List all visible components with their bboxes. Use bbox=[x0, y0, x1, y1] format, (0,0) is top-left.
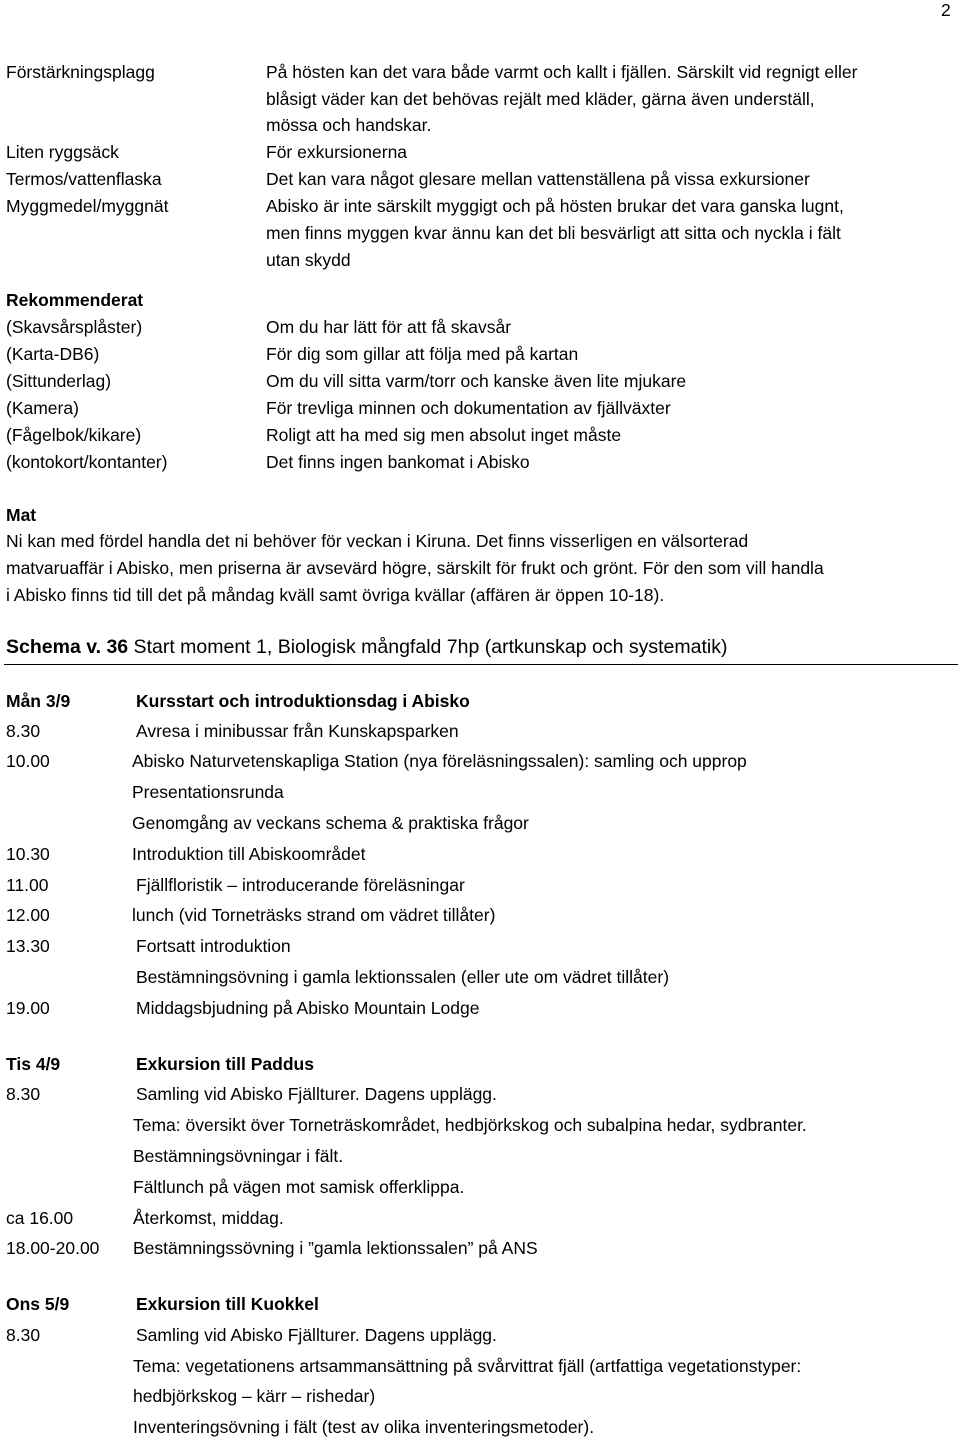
schedule-text: Genomgång av veckans schema & praktiska frågor bbox=[132, 813, 529, 833]
schema-divider bbox=[4, 664, 958, 665]
schedule-text: Tema: vegetationens artsammansättning på svårvittrat fjäll (artfattiga vegetationstyper: bbox=[133, 1356, 802, 1376]
packing-note: utan skydd bbox=[266, 250, 351, 270]
packing-note: Det finns ingen bankomat i Abisko bbox=[266, 452, 530, 472]
packing-left-item: (kontokort/kontanter) bbox=[6, 452, 168, 472]
schedule-text: lunch (vid Torneträsks strand om vädret tillåter) bbox=[132, 905, 496, 925]
packing-note: mössa och handskar. bbox=[266, 115, 432, 135]
day-title: Kursstart och introduktionsdag i Abisko bbox=[136, 691, 470, 711]
packing-note: men finns myggen kvar ännu kan det bli besvärligt att sitta och nyckla i fält bbox=[266, 223, 841, 243]
mat-paragraph-line: Ni kan med fördel handla det ni behöver för veckan i Kiruna. Det finns visserligen en välsorterad bbox=[6, 531, 749, 551]
packing-note: Om du vill sitta varm/torr och kanske även lite mjukare bbox=[266, 371, 687, 391]
schedule-text: Återkomst, middag. bbox=[133, 1208, 284, 1228]
schedule-text: Middagsbjudning på Abisko Mountain Lodge bbox=[136, 998, 480, 1018]
schedule-time: 19.00 bbox=[6, 998, 50, 1018]
schema-heading-bold: Schema v. 36 bbox=[6, 636, 129, 658]
packing-left-item: (Karta-DB6) bbox=[6, 344, 100, 364]
day-label: Mån 3/9 bbox=[6, 691, 71, 711]
schedule-text: Inventeringsövning i fält (test av olika inventeringsmetoder). bbox=[133, 1417, 595, 1437]
day-title: Exkursion till Kuokkel bbox=[136, 1294, 319, 1314]
packing-note: För trevliga minnen och dokumentation av fjällväxter bbox=[266, 398, 671, 418]
packing-note: Abisko är inte särskilt myggigt och på hösten brukar det vara ganska lugnt, bbox=[266, 196, 844, 216]
packing-left-item: (Skavsårsplåster) bbox=[6, 317, 143, 337]
schedule-time: 8.30 bbox=[6, 1325, 41, 1345]
packing-left-item: Myggmedel/myggnät bbox=[6, 196, 169, 216]
schedule-text: Avresa i minibussar från Kunskapsparken bbox=[136, 721, 459, 741]
packing-left-item: Termos/vattenflaska bbox=[6, 169, 162, 189]
schedule-text: Bestämningsövningar i fält. bbox=[133, 1146, 344, 1166]
schedule-time: 13.30 bbox=[6, 936, 50, 956]
schedule-text: Fjällfloristik – introducerande föreläsningar bbox=[136, 875, 465, 895]
packing-left-heading: Rekommenderat bbox=[6, 290, 144, 310]
packing-left-item: (Fågelbok/kikare) bbox=[6, 425, 142, 445]
day-label: Tis 4/9 bbox=[6, 1054, 61, 1074]
packing-left-item: (Kamera) bbox=[6, 398, 79, 418]
schedule-text: hedbjörkskog – kärr – rishedar) bbox=[133, 1386, 376, 1406]
packing-note: Om du har lätt för att få skavsår bbox=[266, 317, 512, 337]
schedule-time: 11.00 bbox=[6, 875, 49, 895]
schedule-text: Presentationsrunda bbox=[132, 782, 284, 802]
schedule-text: Samling vid Abisko Fjällturer. Dagens upplägg. bbox=[136, 1325, 497, 1345]
schedule-text: Abisko Naturvetenskapliga Station (nya föreläsningssalen): samling och upprop bbox=[132, 751, 747, 771]
schedule-text: Fältlunch på vägen mot samisk offerklippa. bbox=[133, 1177, 465, 1197]
page-number: 2 bbox=[941, 0, 951, 20]
packing-left-item: Förstärkningsplagg bbox=[6, 62, 155, 82]
mat-paragraph-line: i Abisko finns tid till det på måndag kväll samt övriga kvällar (affären är öppen 10-18). bbox=[6, 585, 665, 605]
mat-heading: Mat bbox=[6, 505, 37, 525]
schedule-text: Introduktion till Abiskoområdet bbox=[132, 844, 366, 864]
schedule-time: 12.00 bbox=[6, 905, 50, 925]
packing-note: Roligt att ha med sig men absolut inget måste bbox=[266, 425, 622, 445]
schedule-time: 18.00-20.00 bbox=[6, 1238, 100, 1258]
schema-heading bbox=[6, 638, 728, 658]
packing-left-item: Liten ryggsäck bbox=[6, 142, 119, 162]
mat-paragraph-line: matvaruaffär i Abisko, men priserna är avsevärd högre, särskilt för frukt och grönt. För den som vill handla bbox=[6, 558, 824, 578]
schedule-time: 8.30 bbox=[6, 721, 41, 741]
packing-note: På hösten kan det vara både varmt och kallt i fjällen. Särskilt vid regnigt eller bbox=[266, 62, 858, 82]
packing-note: blåsigt väder kan det behövas rejält med kläder, gärna även underställ, bbox=[266, 89, 815, 109]
schedule-time: 10.30 bbox=[6, 844, 50, 864]
schema-heading-text: Start moment 1, Biologisk mångfald 7hp (artkunskap och systematik) bbox=[128, 636, 728, 658]
schedule-text: Fortsatt introduktion bbox=[136, 936, 291, 956]
packing-note: För dig som gillar att följa med på kartan bbox=[266, 344, 579, 364]
packing-left-item: (Sittunderlag) bbox=[6, 371, 112, 391]
packing-note: Det kan vara något glesare mellan vattenställena på vissa exkursioner bbox=[266, 169, 810, 189]
schedule-text: Samling vid Abisko Fjällturer. Dagens upplägg. bbox=[136, 1084, 497, 1104]
schedule-time: 10.00 bbox=[6, 751, 50, 771]
schedule-time: ca 16.00 bbox=[6, 1208, 74, 1228]
day-title: Exkursion till Paddus bbox=[136, 1054, 314, 1074]
schedule-text: Bestämningssövning i ”gamla lektionssalen” på ANS bbox=[133, 1238, 538, 1258]
schedule-time: 8.30 bbox=[6, 1084, 41, 1104]
schedule-text: Tema: översikt över Torneträskområdet, hedbjörkskog och subalpina hedar, sydbranter. bbox=[133, 1115, 807, 1135]
packing-note: För exkursionerna bbox=[266, 142, 408, 162]
day-label: Ons 5/9 bbox=[6, 1294, 70, 1314]
schedule-text: Bestämningsövning i gamla lektionssalen (eller ute om vädret tillåter) bbox=[136, 967, 670, 987]
